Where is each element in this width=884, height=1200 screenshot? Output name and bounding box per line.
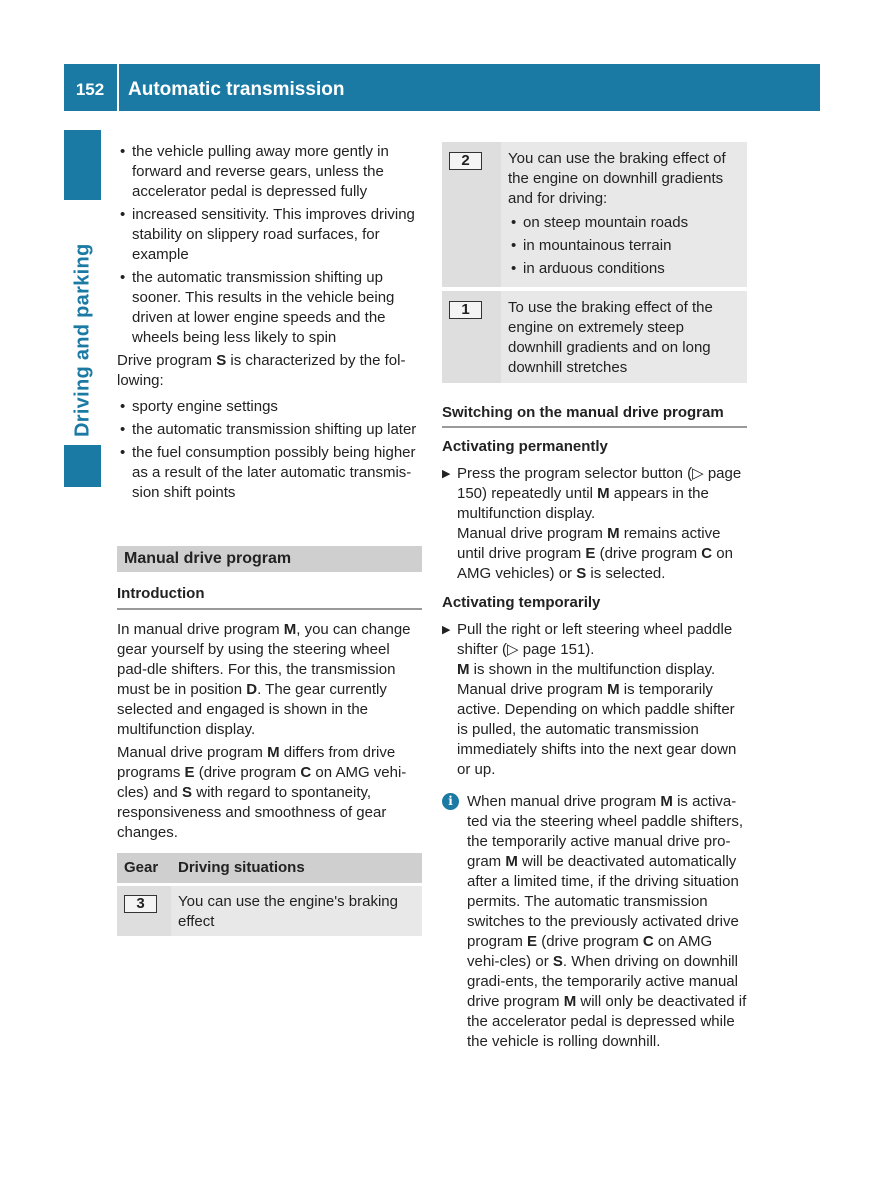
page-title: Automatic transmission [128,78,345,100]
section-tab-label: Driving and parking [71,243,94,437]
step-arrow-icon: ▶ [442,624,451,636]
header-divider [117,64,119,111]
table-row [117,886,422,936]
step-arrow-icon: ▶ [442,468,451,480]
gear-symbol: 3 [124,895,157,913]
sub-heading: Activating permanently [442,438,608,455]
program-s-list [117,397,422,503]
list-item: • in arduous conditions [508,259,740,279]
right-column [442,142,747,1052]
list-item: • increased sensitivity. This improves driving stability on slippery road surfaces, for example [117,205,422,265]
section-heading: Manual drive program [117,546,422,572]
page-header [64,64,820,111]
table-cell: To use the braking effect of the engine on extremely steep downhill gradients and on long downhill stretches [501,291,747,383]
sub-heading: Activating temporarily [442,594,601,611]
column-header-gear: Gear [117,853,171,883]
gear-table-continued [442,142,747,383]
list-item: • in mountainous terrain [508,236,740,256]
gear-symbol: 1 [449,301,482,319]
intro-paragraph-1: In manual drive program M, you can change gear yourself by using the steering wheel pad-dle shifters. For this, the transmission must be in position D. The gear currently selected and engaged is shown in the multifunction display. [117,621,411,738]
list-item: • the automatic transmission shifting up sooner. This results in the vehicle being driven at lower engine speeds and the wheels being less likely to spin [117,268,422,348]
list-item: • the fuel consumption possibly being higher as a result of the later automatic transmis-sion shift points [117,443,422,503]
feature-list [117,142,422,348]
table-cell-list [508,213,740,279]
left-column [117,142,422,936]
section-heading: Switching on the manual drive program [442,403,747,428]
table-cell: You can use the braking effect of the engine on downhill gradients and for driving: [508,150,726,207]
gear-table [117,853,422,936]
list-item: • the vehicle pulling away more gently in forward and reverse gears, unless the accelerator pedal is depressed fully [117,142,422,202]
sub-heading: Introduction [117,584,422,610]
instruction-step: ▶ Pull the right or left steering wheel paddle shifter (▷ page 151). M is shown in the multifunction display. Manual drive program M is temporarily active. Depending on which paddle shifter is pulled, the automatic transmission immediately shifts into the next gear down or up. [442,621,737,778]
list-item: • on steep mountain roads [508,213,740,233]
list-item: • sporty engine settings [117,397,422,417]
table-row [442,291,747,383]
intro-paragraph-2: Manual drive program M differs from drive programs E (drive program C on AMG vehi-cles) and S with regard to spontaneity, responsiveness and smoothness of gear changes. [117,744,407,841]
page-ref-icon: ▷ [692,465,704,482]
page-ref-icon: ▷ [507,641,519,658]
table-header-row [117,853,422,883]
gear-symbol: 2 [449,152,482,170]
info-note: i When manual drive program M is activa-ted via the steering wheel paddle shifters, the temporarily active manual drive pro-gram M will be deactivated automatically after a limited time, if the driving situation permits. The automatic transmission switches to the previously activated drive program E (drive program C on AMG vehi-cles) or S. When driving on downhill gradi-ents, the temporarily active manual drive program M will only be deactivated if the accelerator pedal is depressed while the vehicle is rolling downhill. [442,792,747,1052]
info-icon: i [442,793,459,810]
table-cell: You can use the engine's braking effect [171,886,422,936]
instruction-step: ▶ Press the program selector button (▷ page 150) repeatedly until M appears in the multifunction display. Manual drive program M remains active until drive program E (drive program C on AMG vehicles) or S is selected. [442,465,742,582]
program-s-intro: Drive program S is characterized by the fol-lowing: [117,352,406,389]
page-number: 152 [75,79,105,99]
column-header-situations: Driving situations [171,853,422,883]
list-item: • the automatic transmission shifting up later [117,420,422,440]
table-row [442,142,747,287]
